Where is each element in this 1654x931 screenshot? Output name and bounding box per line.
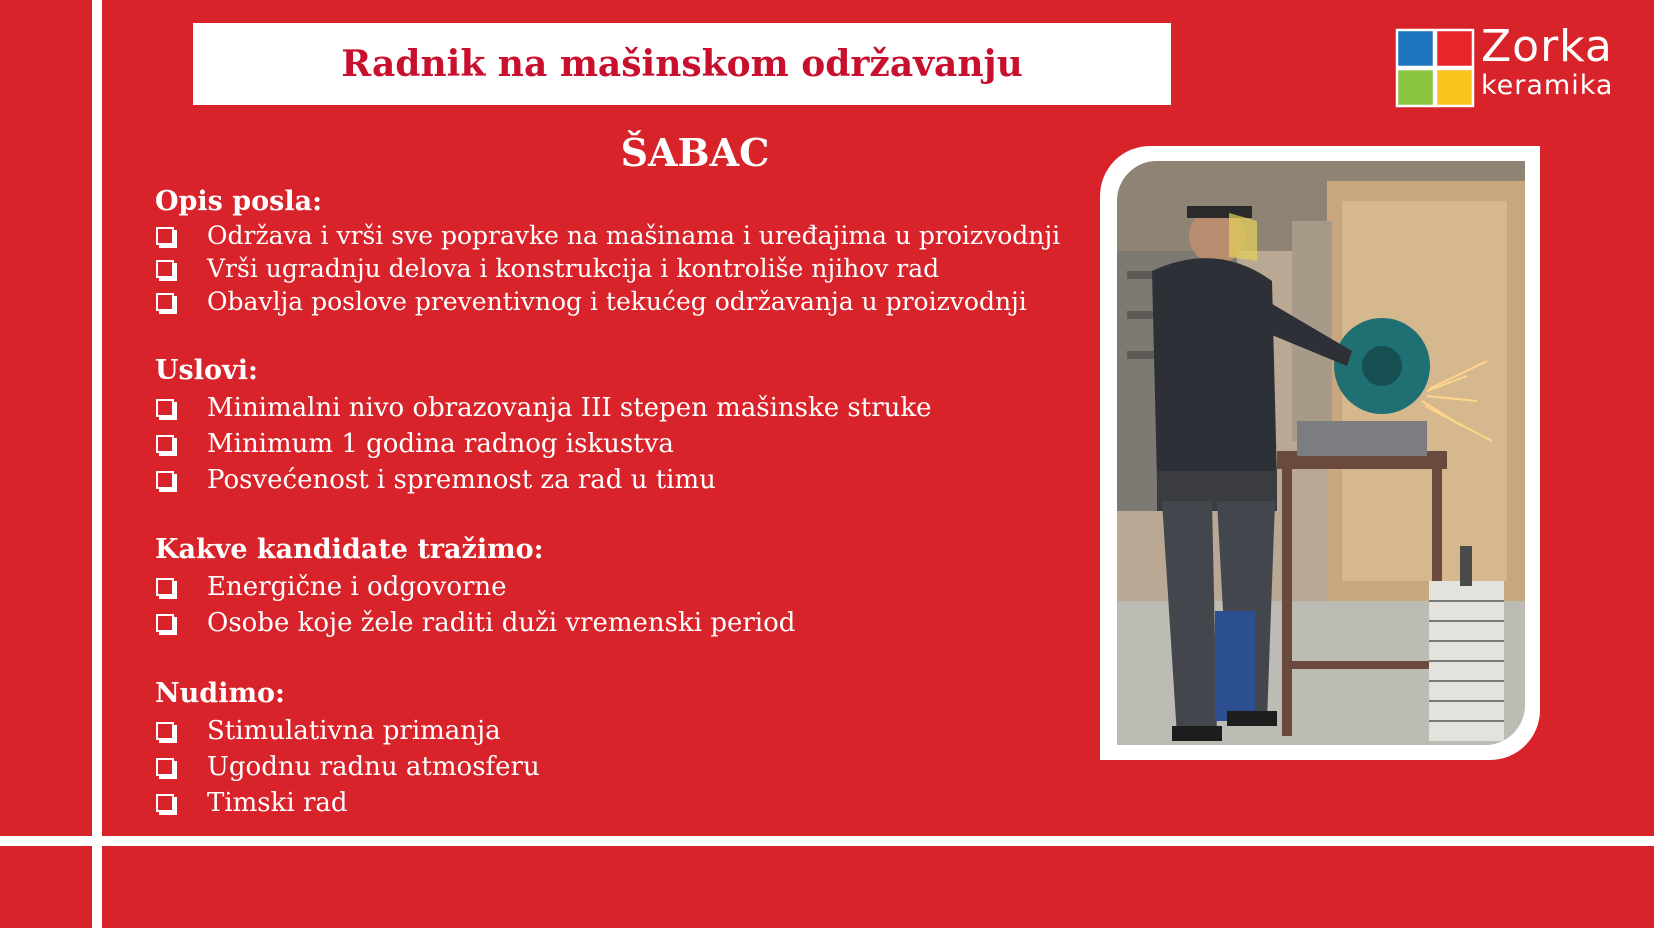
- logo-subname: keramika: [1481, 70, 1614, 101]
- checkbox-icon: [156, 578, 174, 596]
- decorative-horizontal-line: [0, 836, 1654, 846]
- list-item-text: Vrši ugradnju delova i konstrukcija i kontroliše njihov rad: [207, 254, 940, 283]
- bullet-list: [155, 219, 1060, 318]
- list-item: [155, 219, 1060, 252]
- list-item-text: Posvećenost i spremnost za rad u timu: [207, 465, 716, 495]
- company-logo: [1395, 21, 1625, 108]
- section-heading: Nudimo:: [155, 678, 285, 709]
- list-item: [155, 749, 540, 785]
- checkbox-icon: [156, 435, 174, 453]
- section-heading: Kakve kandidate tražimo:: [155, 534, 544, 565]
- worker-photo-illustration: [1117, 161, 1525, 745]
- section-heading: Uslovi:: [155, 355, 258, 386]
- list-item-text: Stimulativna primanja: [207, 716, 501, 746]
- city-heading: ŠABAC: [620, 130, 770, 175]
- list-item-text: Energične i odgovorne: [207, 572, 507, 602]
- list-item: [155, 569, 795, 605]
- list-item: [155, 713, 540, 749]
- checkbox-icon: [156, 471, 174, 489]
- list-item-text: Ugodnu radnu atmosferu: [207, 752, 540, 782]
- section-opis-posla: [155, 185, 1060, 318]
- logo-squares-icon: [1395, 28, 1475, 108]
- checkbox-icon: [156, 293, 174, 311]
- checkbox-icon: [156, 399, 174, 417]
- list-item-text: Minimum 1 godina radnog iskustva: [207, 429, 674, 459]
- list-item-text: Osobe koje žele raditi duži vremenski period: [207, 608, 796, 638]
- checkbox-icon: [156, 614, 174, 632]
- list-item: [155, 785, 540, 821]
- section-kakve-kandidate: [155, 533, 795, 641]
- worker-photo: [1117, 161, 1525, 745]
- list-item: [155, 605, 795, 641]
- list-item: [155, 462, 932, 498]
- section-nudimo: [155, 677, 540, 821]
- bullet-list: [155, 569, 795, 641]
- checkbox-icon: [156, 260, 174, 278]
- checkbox-icon: [156, 227, 174, 245]
- logo-text: [1481, 22, 1613, 100]
- section-uslovi: [155, 354, 932, 498]
- list-item: [155, 426, 932, 462]
- list-item-text: Obavlja poslove preventivnog i tekućeg održavanja u proizvodnji: [207, 287, 1027, 316]
- list-item-text: Minimalni nivo obrazovanja III stepen mašinske struke: [207, 393, 932, 423]
- list-item-text: Održava i vrši sve popravke na mašinama i uređajima u proizvodnji: [207, 221, 1061, 250]
- list-item: [155, 390, 932, 426]
- list-item-text: Timski rad: [207, 788, 348, 818]
- section-heading: Opis posla:: [155, 186, 323, 217]
- bullet-list: [155, 390, 932, 498]
- title-banner: [193, 23, 1171, 105]
- checkbox-icon: [156, 758, 174, 776]
- checkbox-icon: [156, 794, 174, 812]
- page-title: Radnik na mašinskom održavanju: [341, 43, 1023, 85]
- list-item: [155, 285, 1060, 318]
- decorative-vertical-line: [92, 0, 102, 931]
- checkbox-icon: [156, 722, 174, 740]
- bullet-list: [155, 713, 540, 821]
- list-item: [155, 252, 1060, 285]
- logo-name: Zorka: [1481, 21, 1613, 72]
